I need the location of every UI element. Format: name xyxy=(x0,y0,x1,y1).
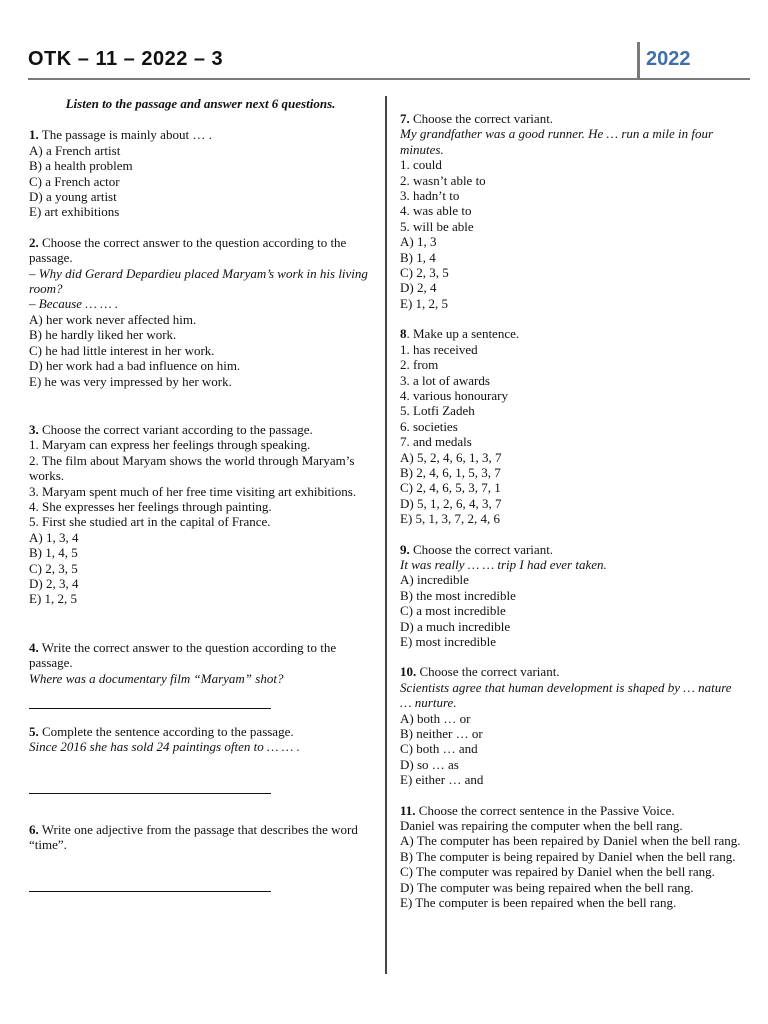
statement: 3. Maryam spent much of her free time visiting art exhibitions. xyxy=(29,483,357,499)
option-d: D) 2, 4 xyxy=(400,280,437,296)
page-header xyxy=(28,42,750,80)
test-code-title: OTK – 11 – 2022 – 3 xyxy=(28,48,224,70)
listening-instruction: Listen to the passage and answer next 6 questions. xyxy=(65,96,336,111)
question-8 xyxy=(400,326,744,526)
option-c: C) 2, 3, 5 xyxy=(29,560,78,576)
option-b: B) he hardly liked her work. xyxy=(29,327,177,343)
header-rule xyxy=(28,78,750,80)
option-e: E) 1, 2, 5 xyxy=(400,295,449,311)
question-10 xyxy=(400,664,744,787)
statement: 2. wasn’t able to xyxy=(400,172,486,188)
answer-line[interactable] xyxy=(29,891,271,892)
option-c: C) both … and xyxy=(400,741,478,757)
option-a: A) 1, 3 xyxy=(400,234,437,250)
option-c: C) a most incredible xyxy=(400,603,506,619)
question-stem: 1. The passage is mainly about … . xyxy=(29,127,212,143)
question-5 xyxy=(29,724,372,794)
option-d: D) 5, 1, 2, 6, 4, 3, 7 xyxy=(400,495,502,511)
option-e: E) art exhibitions xyxy=(29,204,120,220)
statement: 5. First she studied art in the capital of France. xyxy=(29,514,271,530)
option-b: B) 1, 4 xyxy=(400,249,436,265)
statement: 4. various honourary xyxy=(400,387,508,403)
question-stem: 8. Make up a sentence. xyxy=(400,326,520,342)
left-column xyxy=(29,96,372,907)
statement: 1. Maryam can express her feelings through speaking. xyxy=(29,437,311,453)
question-stem: 10. Choose the correct variant. xyxy=(400,664,560,680)
question-prompt-answer: – Because … … . xyxy=(29,296,119,312)
column-divider xyxy=(385,96,387,974)
question-stem: 11. Choose the correct sentence in the Passive Voice. xyxy=(400,802,675,818)
option-e: E) most incredible xyxy=(400,634,497,649)
right-column xyxy=(400,111,744,926)
question-2 xyxy=(29,235,372,389)
statement: 6. societies xyxy=(400,418,458,434)
option-c: C) 2, 3, 5 xyxy=(400,265,449,281)
question-stem: 7. Choose the correct variant. xyxy=(400,111,554,126)
question-11 xyxy=(400,803,744,911)
question-stem: 9. Choose the correct variant. xyxy=(400,541,554,557)
option-b: B) 1, 4, 5 xyxy=(29,545,78,561)
option-b: B) The computer is being repaired by Daniel when the bell rang. xyxy=(400,848,736,864)
question-stem: 3. Choose the correct variant according to the passage. xyxy=(29,421,313,437)
question-6 xyxy=(29,822,372,892)
question-stem: 5. Complete the sentence according to the passage. xyxy=(29,724,294,739)
option-b: B) neither … or xyxy=(400,726,483,742)
option-b: B) 2, 4, 6, 1, 5, 3, 7 xyxy=(400,464,501,480)
question-9 xyxy=(400,542,744,650)
statement: 3. hadn’t to xyxy=(400,188,460,204)
question-stem: 2. Choose the correct answer to the question according to the passage. xyxy=(29,234,347,266)
option-a: A) 5, 2, 4, 6, 1, 3, 7 xyxy=(400,449,502,465)
option-b: B) the most incredible xyxy=(400,587,516,603)
question-stem: 6. Write one adjective from the passage that describes the word “time”. xyxy=(29,821,358,853)
statement: 1. could xyxy=(400,157,442,173)
header-divider xyxy=(637,42,640,78)
question-prompt: Scientists agree that human development is shaped by … nature … nurture. xyxy=(400,679,732,711)
option-b: B) a health problem xyxy=(29,158,133,174)
statement: 7. and medals xyxy=(400,434,472,450)
header-year: 2022 xyxy=(646,48,691,70)
answer-line[interactable] xyxy=(29,708,271,709)
statement: 2. from xyxy=(400,357,439,373)
option-a: A) incredible xyxy=(400,572,469,588)
question-prompt: It was really … … trip I had ever taken. xyxy=(400,556,607,572)
statement: 5. Lotfi Zadeh xyxy=(400,403,475,419)
option-a: A) The computer has been repaired by Daniel when the bell rang. xyxy=(400,833,741,849)
option-a: A) both … or xyxy=(400,710,471,726)
option-e: E) 1, 2, 5 xyxy=(29,591,78,607)
option-e: E) 5, 1, 3, 7, 2, 4, 6 xyxy=(400,511,501,527)
question-1 xyxy=(29,127,372,219)
option-e: E) he was very impressed by her work. xyxy=(29,373,232,389)
question-prompt: My grandfather was a good runner. He … run a mile in four minutes. xyxy=(400,126,714,157)
statement: 5. will be able xyxy=(400,218,474,234)
option-d: D) The computer was being repaired when the bell rang. xyxy=(400,879,694,895)
option-d: D) so … as xyxy=(400,756,459,772)
option-d: D) 2, 3, 4 xyxy=(29,575,79,591)
option-a: A) a French artist xyxy=(29,142,121,158)
question-prompt: – Why did Gerard Depardieu placed Maryam’s work in his living room? xyxy=(29,265,368,297)
question-stem: 4. Write the correct answer to the question according to the passage. xyxy=(29,639,337,671)
option-a: A) 1, 3, 4 xyxy=(29,529,79,545)
option-c: C) The computer was repaired by Daniel when the bell rang. xyxy=(400,864,715,880)
statement: 4. was able to xyxy=(400,203,472,219)
question-prompt: Where was a documentary film “Maryam” shot? xyxy=(29,670,284,686)
statement: 4. She expresses her feelings through painting. xyxy=(29,498,272,514)
statement: 1. has received xyxy=(400,341,478,357)
question-4 xyxy=(29,640,372,709)
source-sentence: Daniel was repairing the computer when the bell rang. xyxy=(400,818,683,834)
question-3 xyxy=(29,422,372,607)
option-d: D) her work had a bad influence on him. xyxy=(29,358,241,374)
option-d: D) a young artist xyxy=(29,189,117,205)
option-c: C) he had little interest in her work. xyxy=(29,342,215,358)
option-a: A) her work never affected him. xyxy=(29,311,197,327)
option-d: D) a much incredible xyxy=(400,618,511,634)
statement: 2. The film about Maryam shows the world through Maryam’s works. xyxy=(29,452,355,484)
statement: 3. a lot of awards xyxy=(400,372,490,388)
question-7 xyxy=(400,111,744,311)
question-prompt: Since 2016 she has sold 24 paintings often to … … . xyxy=(29,739,300,755)
option-e: E) either … and xyxy=(400,772,484,788)
option-e: E) The computer is been repaired when the bell rang. xyxy=(400,895,677,911)
answer-line[interactable] xyxy=(29,793,271,794)
option-c: C) 2, 4, 6, 5, 3, 7, 1 xyxy=(400,480,501,496)
option-c: C) a French actor xyxy=(29,173,120,189)
